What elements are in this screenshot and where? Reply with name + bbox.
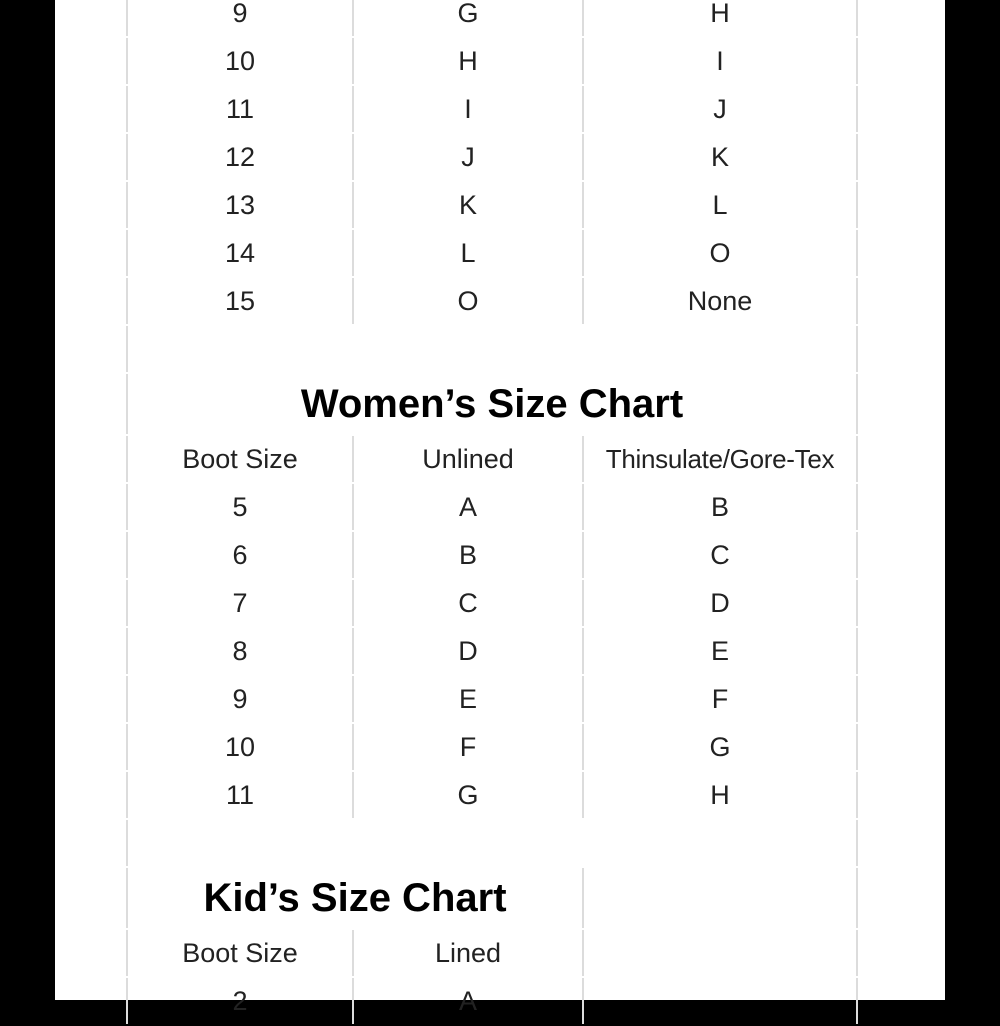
lined-cell: None: [584, 278, 858, 324]
empty-cell: [126, 326, 858, 372]
lined-cell: L: [584, 182, 858, 228]
womens-chart-title: Women’s Size Chart: [126, 374, 858, 434]
lined-cell: H: [584, 772, 858, 818]
lined-cell: K: [584, 134, 858, 180]
unlined-cell: H: [354, 38, 584, 84]
header-lined: Lined: [354, 930, 584, 976]
boot-size-cell: 11: [126, 772, 354, 818]
lined-cell: B: [584, 484, 858, 530]
unlined-cell: G: [354, 0, 584, 36]
lined-cell: G: [584, 724, 858, 770]
lined-cell: D: [584, 580, 858, 626]
unlined-cell: J: [354, 134, 584, 180]
unlined-cell: F: [354, 724, 584, 770]
header-boot-size: Boot Size: [126, 436, 354, 482]
lined-cell: E: [584, 628, 858, 674]
boot-size-cell: 5: [126, 484, 354, 530]
lined-cell: F: [584, 676, 858, 722]
boot-size-cell: 8: [126, 628, 354, 674]
header-unlined: Unlined: [354, 436, 584, 482]
boot-size-cell: 6: [126, 532, 354, 578]
lined-cell: C: [584, 532, 858, 578]
kids-chart-title: Kid’s Size Chart: [126, 868, 584, 928]
unlined-cell: I: [354, 86, 584, 132]
unlined-cell: G: [354, 772, 584, 818]
boot-size-cell: 12: [126, 134, 354, 180]
boot-size-cell: 9: [126, 676, 354, 722]
unlined-cell: A: [354, 484, 584, 530]
lined-cell: I: [584, 38, 858, 84]
empty-cell: [584, 868, 858, 928]
boot-size-cell: 10: [126, 38, 354, 84]
header-boot-size: Boot Size: [126, 930, 354, 976]
unlined-cell: C: [354, 580, 584, 626]
lined-cell: A: [354, 978, 584, 1024]
unlined-cell: L: [354, 230, 584, 276]
boot-size-cell: 10: [126, 724, 354, 770]
empty-cell: [126, 820, 858, 866]
boot-size-cell: 11: [126, 86, 354, 132]
header-thinsulate-gore-tex: Thinsulate/Gore-Tex: [584, 436, 858, 482]
unlined-cell: K: [354, 182, 584, 228]
empty-cell: [584, 930, 858, 976]
lined-cell: J: [584, 86, 858, 132]
boot-size-cell: 14: [126, 230, 354, 276]
boot-size-cell: 9: [126, 0, 354, 36]
unlined-cell: O: [354, 278, 584, 324]
empty-cell: [584, 978, 858, 1024]
boot-size-cell: 13: [126, 182, 354, 228]
boot-size-cell: 15: [126, 278, 354, 324]
boot-size-cell: 2: [126, 978, 354, 1024]
unlined-cell: D: [354, 628, 584, 674]
lined-cell: O: [584, 230, 858, 276]
unlined-cell: E: [354, 676, 584, 722]
boot-size-cell: 7: [126, 580, 354, 626]
unlined-cell: B: [354, 532, 584, 578]
size-chart-sheet: [55, 0, 945, 1016]
lined-cell: H: [584, 0, 858, 36]
